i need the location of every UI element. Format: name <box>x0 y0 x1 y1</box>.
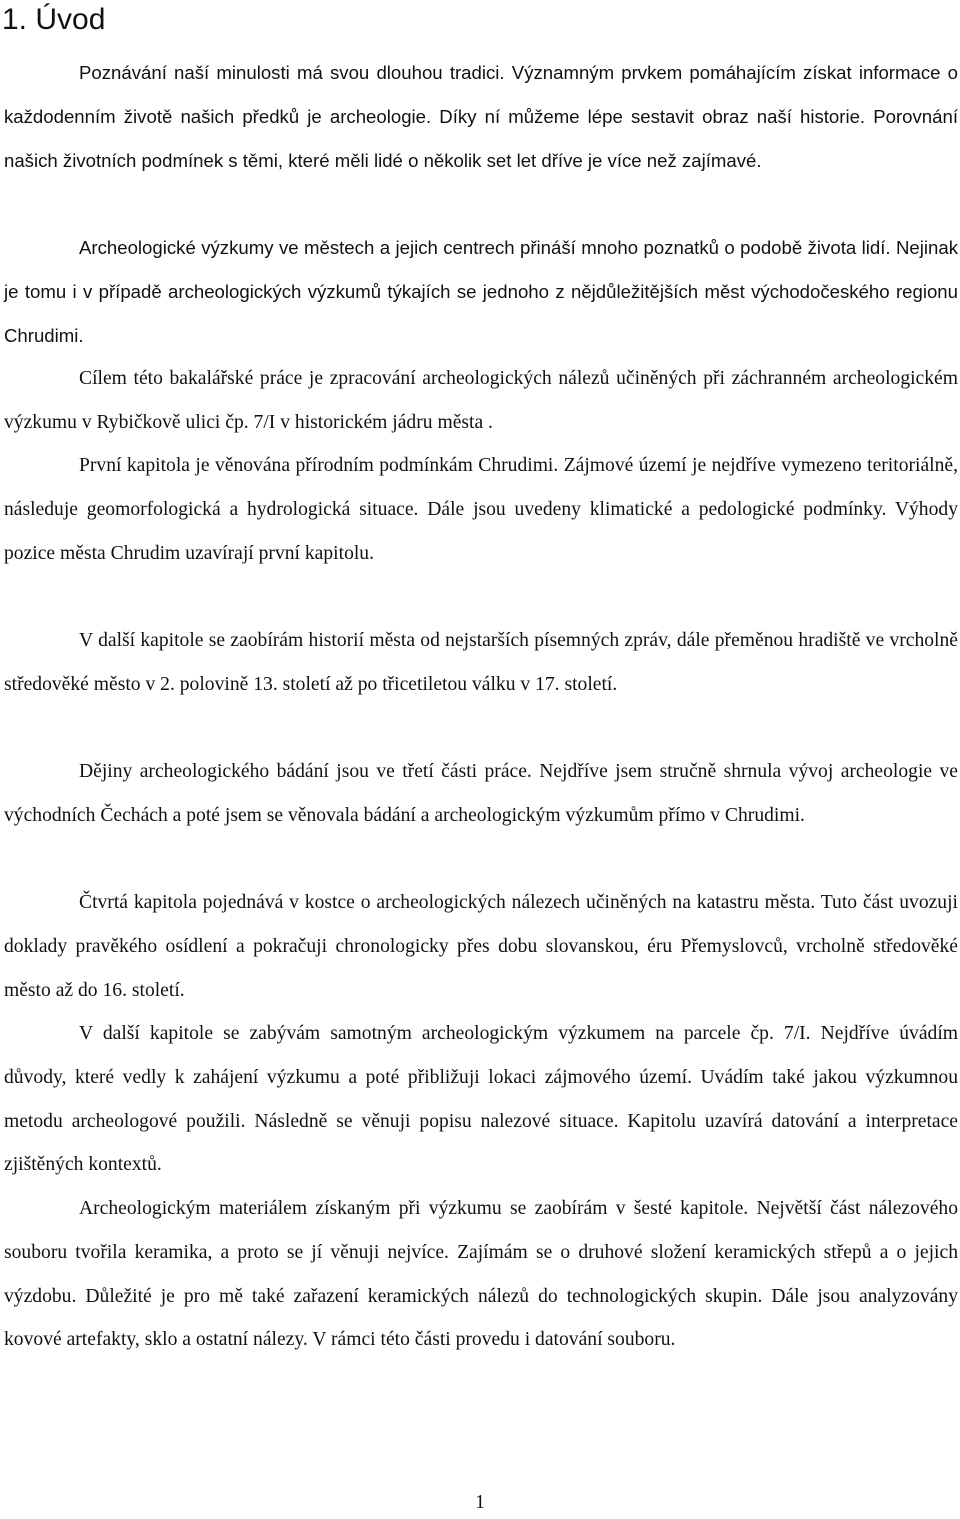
paragraph-chapter-two: V další kapitole se zaobírám historií města od nejstarších písemných zpráv, dále přeměnou hradiště ve vrcholně středověké město v 2. polovině 13. století až po třicetiletou válku v 17. století. <box>4 630 958 695</box>
chapter-heading: 1. Úvod <box>2 3 106 36</box>
paragraph-chapter-six: Archeologickým materiálem získaným při výzkumu se zaobírám v šesté kapitole. Největší část nálezového souboru tvořila keramika, a proto se jí věnuji nejvíce. Zajímám se o druhové složení keramických střepů a o jejich výzdobu. Důležité je pro mě také zařazení keramických nálezů do technologických skupin. Dále jsou analyzovány kovové artefakty, sklo a ostatní nálezy. V rámci této části provedu i datování souboru. <box>4 1198 958 1351</box>
paragraph-chapter-four: Čtvrtá kapitola pojednává v kostce o archeologických nálezech učiněných na katastru města. Tuto část uvozuji doklady pravěkého osídlení a pokračuji chronologicky přes dobu slovanskou, éru Přemyslovců, vrcholně středověké město až do 16. století. <box>4 892 958 1001</box>
page-number: 1 <box>475 1492 485 1513</box>
paragraph-chapter-one: První kapitola je věnována přírodním podmínkám Chrudimi. Zájmové území je nejdříve vymezeno teritoriálně, následuje geomorfologická a hydrologická situace. Dále jsou uvedeny klimatické a pedologické podmínky. Výhody pozice města Chrudim uzavírají první kapitolu. <box>4 455 958 564</box>
paragraph-chapter-five: V další kapitole se zabývám samotným archeologickým výzkumem na parcele čp. 7/I. Nejdříve úvádím důvody, které vedly k zahájení výzkumu a poté přibližuji lokaci zájmového území. Uvádím také jakou výzkumnou metodu archeologové použili. Následně se věnuji popisu nalezové situace. Kapitolu uzavírá datování a interpretace zjištěných kontextů. <box>4 1023 958 1176</box>
paragraph-research: Archeologické výzkumy ve městech a jejich centrech přináší mnoho poznatků o podobě života lidí. Nejinak je tomu i v případě archeologických výzkumů týkajích se jednoho z nějdůležitějších měst východočeského regionu Chrudimi. <box>4 237 958 346</box>
paragraph-intro: Poznávání naší minulosti má svou dlouhou tradici. Významným prvkem pomáhajícím získat informace o každodenním životě našich předků je archeologie. Díky ní můžeme lépe sestavit obraz naší historie. Porovnání našich životních podmínek s těmi, které měli lidé o několik set let dříve je více než zajímavé. <box>4 62 958 171</box>
paragraph-aim: Cílem této bakalářské práce je zpracování archeologických nálezů učiněných při záchranném archeologickém výzkumu v Rybičkově ulici čp. 7/I v historickém jádru města . <box>4 368 958 433</box>
paragraph-chapter-three: Dějiny archeologického bádání jsou ve třetí části práce. Nejdříve jsem stručně shrnula vývoj archeologie ve východních Čechách a poté jsem se věnovala bádání a archeologickým výzkumům přímo v Chrudimi. <box>4 761 958 826</box>
